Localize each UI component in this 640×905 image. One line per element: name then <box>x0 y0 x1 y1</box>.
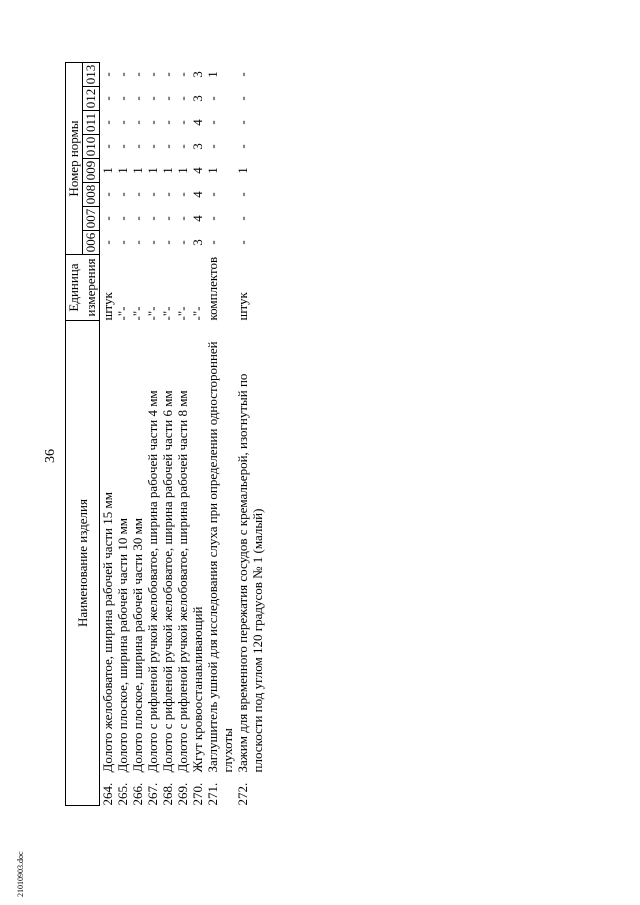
row-norm-value: - <box>205 192 220 197</box>
row-norm-value: - <box>115 96 130 101</box>
row-norm-value: - <box>175 192 190 197</box>
row-item-name: Долото плоское, ширина рабочей части 30 мм <box>130 517 145 773</box>
row-unit: штук <box>100 292 115 321</box>
row-norm-value: - <box>160 240 175 245</box>
row-name-cell <box>235 321 265 806</box>
row-norm-value: - <box>100 120 115 125</box>
row-norm-value: - <box>100 240 115 245</box>
row-item-name: Долото желобоватое, ширина рабочей части 15 мм <box>100 492 115 773</box>
row-norm-value: - <box>145 216 160 221</box>
row-norm-value: - <box>145 120 160 125</box>
row-name-cell <box>175 321 190 806</box>
table-row <box>100 63 116 806</box>
row-norm-value: 1 <box>175 167 190 174</box>
row-norm-value: - <box>130 72 145 77</box>
row-norm-value: 3 <box>190 143 205 150</box>
header-norm-col: 008 <box>83 183 100 207</box>
row-norm-value: - <box>235 192 250 197</box>
row-norm-value: 1 <box>205 71 220 78</box>
header-norm-col: 006 <box>83 231 100 255</box>
row-norm-value: - <box>100 216 115 221</box>
row-item-name: Долото с рифленой ручкой желобоватое, ширина рабочей части 4 мм <box>145 390 160 773</box>
header-norm-col: 010 <box>83 135 100 159</box>
row-unit: -"- <box>115 306 130 321</box>
row-number: 272. <box>235 782 250 806</box>
row-norm-value: - <box>205 120 220 125</box>
row-norm-value: - <box>100 72 115 77</box>
row-unit: -"- <box>190 306 205 321</box>
row-norm-value: 4 <box>190 215 205 222</box>
header-name: Наименование изделия <box>66 321 100 806</box>
header-norm-col: 013 <box>83 63 100 87</box>
row-norm-value: 4 <box>190 191 205 198</box>
row-norm-value: - <box>235 144 250 149</box>
row-norm-value: - <box>235 216 250 221</box>
row-norm-value: 3 <box>190 95 205 102</box>
row-norm-value: - <box>160 192 175 197</box>
row-norm-value: - <box>145 72 160 77</box>
header-norm-col: 011 <box>83 111 100 135</box>
row-number: 270. <box>190 782 205 806</box>
row-norm-value: - <box>145 96 160 101</box>
row-norm-value: 1 <box>100 167 115 174</box>
row-norm-value: 1 <box>145 167 160 174</box>
row-norm-value: 3 <box>190 239 205 246</box>
row-unit: -"- <box>145 306 160 321</box>
row-norm-value: - <box>175 144 190 149</box>
header-norm: Номер нормы <box>66 63 83 255</box>
row-item-name: Зажим для временного пережатия сосудов с кремальерой, изогнутый по плоскости под углом 120 градусов № 1 (малый) <box>235 373 265 773</box>
header-norm-col: 007 <box>83 207 100 231</box>
row-norm-value: 4 <box>190 119 205 126</box>
row-norm-value: - <box>175 72 190 77</box>
row-item-name: Заглушитель ушной для исследования слуха при определении односторонней глухоты <box>205 341 235 773</box>
row-norm-value: - <box>100 144 115 149</box>
header-unit-2: измерения <box>83 255 100 321</box>
row-norm-value: 1 <box>115 167 130 174</box>
row-norm-value: - <box>145 144 160 149</box>
row-unit: -"- <box>130 306 145 321</box>
header-norm-col: 009 <box>83 159 100 183</box>
row-norm-value: - <box>130 192 145 197</box>
row-norm-value: - <box>115 72 130 77</box>
row-norm-value: - <box>160 120 175 125</box>
row-norm-value: 1 <box>205 167 220 174</box>
row-norm-value: - <box>160 96 175 101</box>
row-norm-value: - <box>175 120 190 125</box>
table-row <box>205 63 235 806</box>
row-norm-value: - <box>175 216 190 221</box>
table-row <box>190 63 205 806</box>
row-unit: комплектов <box>205 256 220 321</box>
row-norm-value: 1 <box>130 167 145 174</box>
header-unit-1: Единица <box>66 255 83 321</box>
row-norm-value: - <box>235 240 250 245</box>
row-number: 264. <box>100 782 115 806</box>
row-norm-value: - <box>235 96 250 101</box>
row-norm-value: 1 <box>235 167 250 174</box>
row-number: 268. <box>160 782 175 806</box>
row-norm-value: - <box>160 144 175 149</box>
row-norm-value: 4 <box>190 167 205 174</box>
row-norm-value: - <box>130 240 145 245</box>
row-norm-value: - <box>115 192 130 197</box>
row-norm-value: - <box>100 96 115 101</box>
row-number: 271. <box>205 782 220 806</box>
row-norm-value: - <box>130 144 145 149</box>
table-row <box>175 63 190 806</box>
table-row <box>160 63 175 806</box>
row-number: 266. <box>130 782 145 806</box>
row-norm-value: - <box>235 120 250 125</box>
row-norm-value: - <box>115 240 130 245</box>
row-name-cell <box>130 321 145 806</box>
row-item-name: Долото с рифленой ручкой желобоватое, ширина рабочей части 6 мм <box>160 390 175 773</box>
row-name-cell <box>160 321 175 806</box>
row-norm-value: 3 <box>190 71 205 78</box>
row-number: 265. <box>115 782 130 806</box>
row-name-cell <box>100 321 116 806</box>
row-norm-value: - <box>115 120 130 125</box>
row-unit: -"- <box>160 306 175 321</box>
row-name-cell <box>205 321 235 806</box>
row-norm-value: - <box>130 216 145 221</box>
header-norm-col: 012 <box>83 87 100 111</box>
table-body <box>100 63 266 806</box>
row-number: 267. <box>145 782 160 806</box>
row-name-cell <box>115 321 130 806</box>
row-item-name: Долото с рифленой ручкой желобоватое, ширина рабочей части 8 мм <box>175 390 190 773</box>
row-number: 269. <box>175 782 190 806</box>
row-norm-value: - <box>115 144 130 149</box>
row-norm-value: - <box>205 144 220 149</box>
row-norm-value: - <box>235 72 250 77</box>
row-norm-value: - <box>130 120 145 125</box>
row-norm-value: - <box>175 240 190 245</box>
table-row <box>130 63 145 806</box>
row-norm-value: - <box>130 96 145 101</box>
row-norm-value: - <box>160 72 175 77</box>
row-name-cell <box>190 321 205 806</box>
row-norm-value: - <box>205 240 220 245</box>
table-row <box>145 63 160 806</box>
norms-table <box>65 62 265 806</box>
row-name-cell <box>145 321 160 806</box>
row-unit: штук <box>235 292 250 321</box>
table-row <box>235 63 265 806</box>
row-norm-value: - <box>145 240 160 245</box>
row-norm-value: - <box>175 96 190 101</box>
table-row <box>115 63 130 806</box>
footer-doc-name: 21010903.doc <box>16 851 25 897</box>
row-item-name: Жгут кровоостанавливающий <box>190 606 205 773</box>
row-norm-value: - <box>205 216 220 221</box>
row-unit: -"- <box>175 306 190 321</box>
page-number: 36 <box>43 449 58 463</box>
row-norm-value: - <box>205 96 220 101</box>
row-item-name: Долото плоское, ширина рабочей части 10 мм <box>115 517 130 773</box>
row-norm-value: - <box>160 216 175 221</box>
row-norm-value: 1 <box>160 167 175 174</box>
row-norm-value: - <box>100 192 115 197</box>
row-norm-value: - <box>145 192 160 197</box>
row-norm-value: - <box>115 216 130 221</box>
